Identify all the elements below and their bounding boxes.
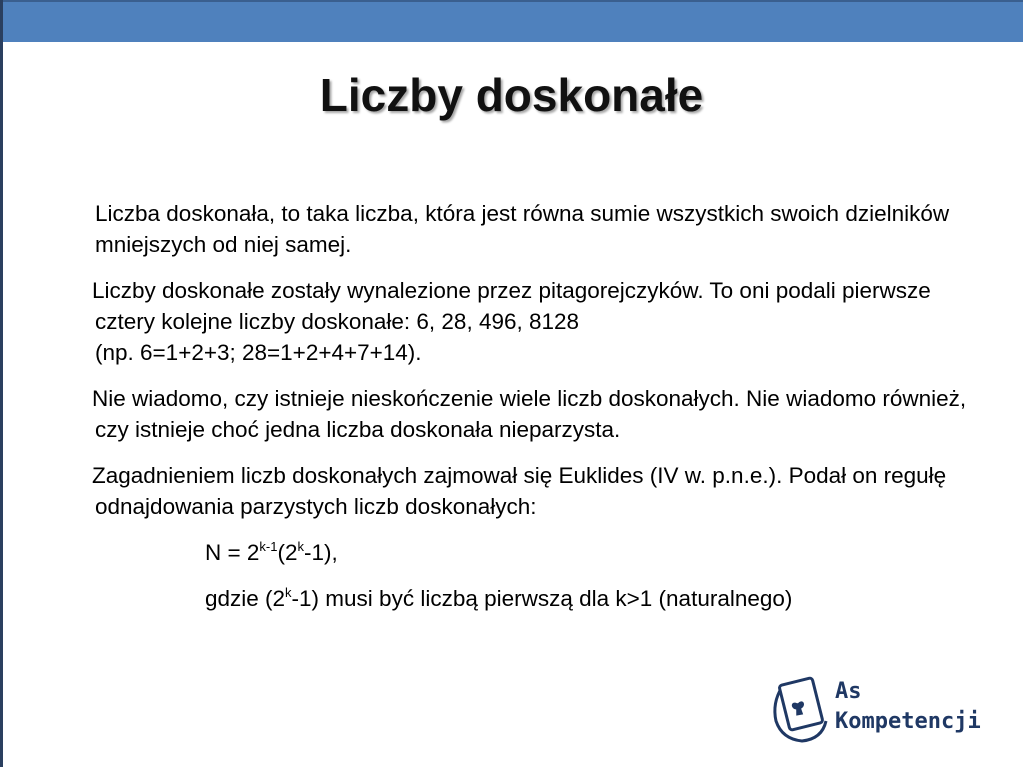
slide-content [92, 198, 975, 629]
formula-mid: (2 [277, 540, 298, 565]
as-kompetencji-logo [768, 675, 998, 745]
logo-line-kompetencji: Kompetencji [835, 709, 981, 734]
condition-suffix: -1) musi być liczbą pierwszą dla k>1 (naturalnego) [291, 586, 793, 611]
slide-title: Liczby doskonałe [319, 69, 704, 121]
formula-prefix: N = 2 [205, 540, 260, 565]
formula-suffix: -1), [303, 540, 338, 565]
paragraph-definition: Liczba doskonała, to taka liczba, która jest równa sumie wszystkich swoich dzielników mniejszych od niej samej. [95, 201, 950, 257]
paragraph-history: Liczby doskonałe zostały wynalezione przez pitagorejczyków. To oni podali pierwsze cztery kolejne liczby doskonałe: 6, 28, 496, 8128 [92, 278, 931, 334]
formula-exponent-1: k-1 [259, 539, 278, 554]
paragraph-euclid: Zagadnieniem liczb doskonałych zajmował się Euklides (IV w. p.n.e.). Podał on regułę odnajdowania parzystych liczb doskonałych: [92, 463, 947, 519]
logo-line-as: As [835, 679, 862, 704]
euclid-formula [205, 537, 975, 568]
paragraph-unknown: Nie wiadomo, czy istnieje nieskończenie wiele liczb doskonałych. Nie wiadomo również, czy istnieje choć jedna liczba doskonała nieparzysta. [92, 386, 967, 442]
logo-text [835, 677, 981, 737]
condition-prefix: gdzie (2 [205, 586, 286, 611]
formula-condition [205, 583, 975, 614]
formula-exponent-2: k [297, 539, 304, 554]
logo-card-icon [768, 675, 832, 745]
top-banner [0, 0, 1023, 42]
paragraph-example: (np. 6=1+2+3; 28=1+2+4+7+14). [95, 340, 422, 365]
condition-exponent: k [285, 585, 292, 600]
